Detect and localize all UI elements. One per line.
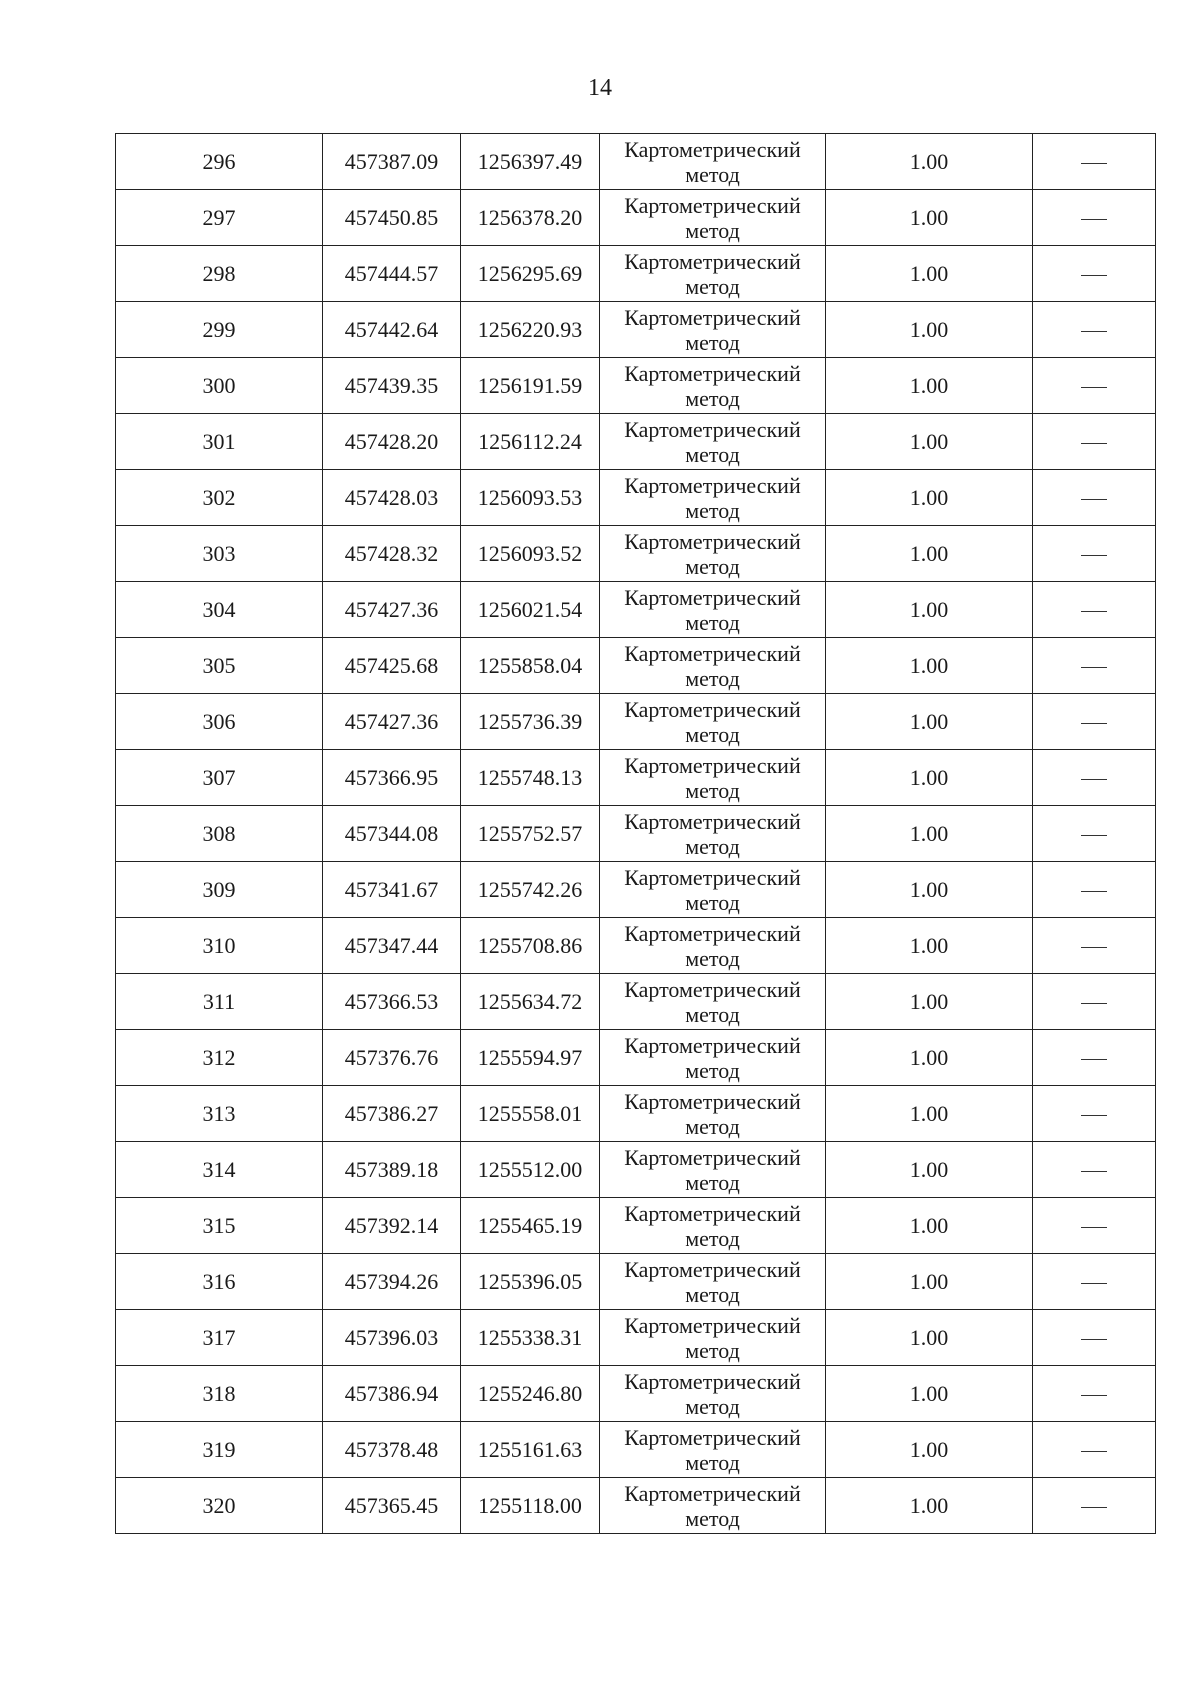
y-coordinate-cell: 1256093.53 — [461, 470, 600, 526]
description-cell — [1033, 1254, 1156, 1310]
method-line-1: Картометрический — [624, 976, 801, 1002]
method-line-1: Картометрический — [624, 752, 801, 778]
y-coordinate-cell: 1255742.26 — [461, 862, 600, 918]
table-row — [116, 974, 1156, 1030]
method-line-2: метод — [685, 1281, 740, 1307]
point-number-cell: 303 — [116, 526, 323, 582]
method-cell — [600, 414, 826, 470]
description-cell — [1033, 974, 1156, 1030]
method-line-1: Картометрический — [624, 528, 801, 554]
x-coordinate-cell: 457394.26 — [323, 1254, 461, 1310]
x-coordinate-cell: 457378.48 — [323, 1422, 461, 1478]
description-cell — [1033, 470, 1156, 526]
table-row — [116, 582, 1156, 638]
method-line-1: Картометрический — [624, 1480, 801, 1506]
point-number-cell: 297 — [116, 190, 323, 246]
method-line-1: Картометрический — [624, 920, 801, 946]
x-coordinate-cell: 457442.64 — [323, 302, 461, 358]
table-row — [116, 1030, 1156, 1086]
table-row — [116, 190, 1156, 246]
description-cell — [1033, 750, 1156, 806]
method-line-2: метод — [685, 777, 740, 803]
dash-symbol — [1081, 1451, 1107, 1452]
description-cell — [1033, 358, 1156, 414]
description-cell — [1033, 862, 1156, 918]
description-cell — [1033, 582, 1156, 638]
method-line-2: метод — [685, 833, 740, 859]
method-line-1: Картометрический — [624, 360, 801, 386]
point-number-cell: 311 — [116, 974, 323, 1030]
dash-symbol — [1081, 1171, 1107, 1172]
table-row — [116, 638, 1156, 694]
point-number-cell: 316 — [116, 1254, 323, 1310]
dash-symbol — [1081, 1003, 1107, 1004]
method-cell — [600, 302, 826, 358]
table-row — [116, 750, 1156, 806]
point-number-cell: 315 — [116, 1198, 323, 1254]
accuracy-cell: 1.00 — [826, 694, 1033, 750]
method-line-1: Картометрический — [624, 416, 801, 442]
description-cell — [1033, 638, 1156, 694]
x-coordinate-cell: 457386.94 — [323, 1366, 461, 1422]
dash-symbol — [1081, 667, 1107, 668]
table-row — [116, 1254, 1156, 1310]
description-cell — [1033, 1030, 1156, 1086]
method-line-1: Картометрический — [624, 808, 801, 834]
dash-symbol — [1081, 499, 1107, 500]
method-cell — [600, 974, 826, 1030]
accuracy-cell: 1.00 — [826, 1030, 1033, 1086]
x-coordinate-cell: 457386.27 — [323, 1086, 461, 1142]
method-cell — [600, 582, 826, 638]
method-cell — [600, 134, 826, 190]
description-cell — [1033, 1478, 1156, 1534]
accuracy-cell: 1.00 — [826, 414, 1033, 470]
y-coordinate-cell: 1255246.80 — [461, 1366, 600, 1422]
method-cell — [600, 1030, 826, 1086]
table-row — [116, 134, 1156, 190]
method-line-1: Картометрический — [624, 584, 801, 610]
method-line-1: Картометрический — [624, 1032, 801, 1058]
x-coordinate-cell: 457387.09 — [323, 134, 461, 190]
y-coordinate-cell: 1256093.52 — [461, 526, 600, 582]
accuracy-cell: 1.00 — [826, 1478, 1033, 1534]
y-coordinate-cell: 1255118.00 — [461, 1478, 600, 1534]
accuracy-cell: 1.00 — [826, 470, 1033, 526]
accuracy-cell: 1.00 — [826, 638, 1033, 694]
description-cell — [1033, 1366, 1156, 1422]
table-row — [116, 862, 1156, 918]
method-cell — [600, 1478, 826, 1534]
point-number-cell: 296 — [116, 134, 323, 190]
dash-symbol — [1081, 219, 1107, 220]
accuracy-cell: 1.00 — [826, 1422, 1033, 1478]
dash-symbol — [1081, 891, 1107, 892]
method-cell — [600, 694, 826, 750]
accuracy-cell: 1.00 — [826, 862, 1033, 918]
method-line-1: Картометрический — [624, 1368, 801, 1394]
method-line-1: Картометрический — [624, 864, 801, 890]
point-number-cell: 309 — [116, 862, 323, 918]
y-coordinate-cell: 1255161.63 — [461, 1422, 600, 1478]
table-row — [116, 1198, 1156, 1254]
table-row — [116, 246, 1156, 302]
accuracy-cell: 1.00 — [826, 918, 1033, 974]
method-line-1: Картометрический — [624, 1424, 801, 1450]
method-line-2: метод — [685, 441, 740, 467]
method-line-2: метод — [685, 273, 740, 299]
dash-symbol — [1081, 611, 1107, 612]
method-cell — [600, 806, 826, 862]
method-line-1: Картометрический — [624, 1312, 801, 1338]
y-coordinate-cell: 1255634.72 — [461, 974, 600, 1030]
method-line-2: метод — [685, 609, 740, 635]
method-cell — [600, 638, 826, 694]
method-cell — [600, 1254, 826, 1310]
y-coordinate-cell: 1255396.05 — [461, 1254, 600, 1310]
method-line-2: метод — [685, 889, 740, 915]
dash-symbol — [1081, 1227, 1107, 1228]
point-number-cell: 308 — [116, 806, 323, 862]
method-line-2: метод — [685, 1169, 740, 1195]
x-coordinate-cell: 457425.68 — [323, 638, 461, 694]
point-number-cell: 298 — [116, 246, 323, 302]
accuracy-cell: 1.00 — [826, 974, 1033, 1030]
x-coordinate-cell: 457341.67 — [323, 862, 461, 918]
method-line-2: метод — [685, 497, 740, 523]
y-coordinate-cell: 1256295.69 — [461, 246, 600, 302]
table-row — [116, 414, 1156, 470]
method-line-2: метод — [685, 1225, 740, 1251]
dash-symbol — [1081, 835, 1107, 836]
accuracy-cell: 1.00 — [826, 302, 1033, 358]
point-number-cell: 306 — [116, 694, 323, 750]
dash-symbol — [1081, 1059, 1107, 1060]
method-cell — [600, 1366, 826, 1422]
x-coordinate-cell: 457427.36 — [323, 582, 461, 638]
method-cell — [600, 862, 826, 918]
point-number-cell: 304 — [116, 582, 323, 638]
accuracy-cell: 1.00 — [826, 582, 1033, 638]
x-coordinate-cell: 457389.18 — [323, 1142, 461, 1198]
table-row — [116, 806, 1156, 862]
y-coordinate-cell: 1255736.39 — [461, 694, 600, 750]
description-cell — [1033, 694, 1156, 750]
method-line-1: Картометрический — [624, 136, 801, 162]
x-coordinate-cell: 457366.53 — [323, 974, 461, 1030]
dash-symbol — [1081, 1507, 1107, 1508]
method-line-1: Картометрический — [624, 472, 801, 498]
x-coordinate-cell: 457344.08 — [323, 806, 461, 862]
x-coordinate-cell: 457439.35 — [323, 358, 461, 414]
description-cell — [1033, 190, 1156, 246]
y-coordinate-cell: 1256378.20 — [461, 190, 600, 246]
method-line-1: Картометрический — [624, 192, 801, 218]
y-coordinate-cell: 1255752.57 — [461, 806, 600, 862]
method-cell — [600, 918, 826, 974]
y-coordinate-cell: 1256191.59 — [461, 358, 600, 414]
method-line-2: метод — [685, 1001, 740, 1027]
point-number-cell: 320 — [116, 1478, 323, 1534]
method-line-2: метод — [685, 1113, 740, 1139]
method-line-1: Картометрический — [624, 1088, 801, 1114]
x-coordinate-cell: 457450.85 — [323, 190, 461, 246]
method-cell — [600, 246, 826, 302]
table-row — [116, 1422, 1156, 1478]
y-coordinate-cell: 1255512.00 — [461, 1142, 600, 1198]
x-coordinate-cell: 457396.03 — [323, 1310, 461, 1366]
description-cell — [1033, 414, 1156, 470]
method-line-2: метод — [685, 329, 740, 355]
y-coordinate-cell: 1256220.93 — [461, 302, 600, 358]
table-row — [116, 1478, 1156, 1534]
method-cell — [600, 1142, 826, 1198]
dash-symbol — [1081, 1395, 1107, 1396]
table-row — [116, 1142, 1156, 1198]
method-cell — [600, 526, 826, 582]
y-coordinate-cell: 1256021.54 — [461, 582, 600, 638]
table-row — [116, 526, 1156, 582]
y-coordinate-cell: 1255708.86 — [461, 918, 600, 974]
method-line-2: метод — [685, 1393, 740, 1419]
description-cell — [1033, 1310, 1156, 1366]
method-line-2: метод — [685, 1505, 740, 1531]
accuracy-cell: 1.00 — [826, 1142, 1033, 1198]
y-coordinate-cell: 1256397.49 — [461, 134, 600, 190]
dash-symbol — [1081, 163, 1107, 164]
coordinates-table — [115, 133, 1156, 1534]
accuracy-cell: 1.00 — [826, 1310, 1033, 1366]
y-coordinate-cell: 1255338.31 — [461, 1310, 600, 1366]
accuracy-cell: 1.00 — [826, 1254, 1033, 1310]
description-cell — [1033, 1422, 1156, 1478]
point-number-cell: 305 — [116, 638, 323, 694]
y-coordinate-cell: 1255465.19 — [461, 1198, 600, 1254]
y-coordinate-cell: 1256112.24 — [461, 414, 600, 470]
description-cell — [1033, 302, 1156, 358]
description-cell — [1033, 1142, 1156, 1198]
y-coordinate-cell: 1255594.97 — [461, 1030, 600, 1086]
method-cell — [600, 358, 826, 414]
point-number-cell: 299 — [116, 302, 323, 358]
table-row — [116, 1366, 1156, 1422]
description-cell — [1033, 918, 1156, 974]
method-line-2: метод — [685, 385, 740, 411]
table-row — [116, 694, 1156, 750]
method-line-1: Картометрический — [624, 696, 801, 722]
method-cell — [600, 1310, 826, 1366]
point-number-cell: 307 — [116, 750, 323, 806]
accuracy-cell: 1.00 — [826, 358, 1033, 414]
page-number: 14 — [588, 75, 612, 101]
dash-symbol — [1081, 947, 1107, 948]
method-line-2: метод — [685, 217, 740, 243]
method-cell — [600, 190, 826, 246]
accuracy-cell: 1.00 — [826, 750, 1033, 806]
x-coordinate-cell: 457347.44 — [323, 918, 461, 974]
method-cell — [600, 1422, 826, 1478]
x-coordinate-cell: 457444.57 — [323, 246, 461, 302]
dash-symbol — [1081, 331, 1107, 332]
x-coordinate-cell: 457392.14 — [323, 1198, 461, 1254]
method-line-1: Картометрический — [624, 1200, 801, 1226]
accuracy-cell: 1.00 — [826, 246, 1033, 302]
dash-symbol — [1081, 779, 1107, 780]
description-cell — [1033, 1198, 1156, 1254]
description-cell — [1033, 246, 1156, 302]
y-coordinate-cell: 1255858.04 — [461, 638, 600, 694]
table-row — [116, 918, 1156, 974]
table-row — [116, 1086, 1156, 1142]
y-coordinate-cell: 1255558.01 — [461, 1086, 600, 1142]
accuracy-cell: 1.00 — [826, 1198, 1033, 1254]
point-number-cell: 317 — [116, 1310, 323, 1366]
x-coordinate-cell: 457427.36 — [323, 694, 461, 750]
y-coordinate-cell: 1255748.13 — [461, 750, 600, 806]
table-row — [116, 1310, 1156, 1366]
dash-symbol — [1081, 1115, 1107, 1116]
description-cell — [1033, 806, 1156, 862]
table-row — [116, 358, 1156, 414]
accuracy-cell: 1.00 — [826, 526, 1033, 582]
dash-symbol — [1081, 443, 1107, 444]
accuracy-cell: 1.00 — [826, 1086, 1033, 1142]
dash-symbol — [1081, 1339, 1107, 1340]
x-coordinate-cell: 457428.20 — [323, 414, 461, 470]
method-line-1: Картометрический — [624, 1256, 801, 1282]
coordinates-table-body — [116, 134, 1156, 1534]
dash-symbol — [1081, 723, 1107, 724]
dash-symbol — [1081, 555, 1107, 556]
table-row — [116, 470, 1156, 526]
x-coordinate-cell: 457376.76 — [323, 1030, 461, 1086]
point-number-cell: 313 — [116, 1086, 323, 1142]
method-cell — [600, 470, 826, 526]
accuracy-cell: 1.00 — [826, 134, 1033, 190]
dash-symbol — [1081, 387, 1107, 388]
method-line-1: Картометрический — [624, 640, 801, 666]
method-cell — [600, 1198, 826, 1254]
point-number-cell: 310 — [116, 918, 323, 974]
point-number-cell: 301 — [116, 414, 323, 470]
method-line-1: Картометрический — [624, 248, 801, 274]
method-line-2: метод — [685, 1337, 740, 1363]
method-line-2: метод — [685, 945, 740, 971]
point-number-cell: 312 — [116, 1030, 323, 1086]
description-cell — [1033, 134, 1156, 190]
method-line-2: метод — [685, 1057, 740, 1083]
method-line-2: метод — [685, 553, 740, 579]
method-line-2: метод — [685, 1449, 740, 1475]
accuracy-cell: 1.00 — [826, 1366, 1033, 1422]
method-cell — [600, 1086, 826, 1142]
method-cell — [600, 750, 826, 806]
accuracy-cell: 1.00 — [826, 806, 1033, 862]
method-line-2: метод — [685, 161, 740, 187]
method-line-2: метод — [685, 665, 740, 691]
dash-symbol — [1081, 275, 1107, 276]
x-coordinate-cell: 457365.45 — [323, 1478, 461, 1534]
x-coordinate-cell: 457428.03 — [323, 470, 461, 526]
point-number-cell: 302 — [116, 470, 323, 526]
point-number-cell: 318 — [116, 1366, 323, 1422]
dash-symbol — [1081, 1283, 1107, 1284]
method-line-2: метод — [685, 721, 740, 747]
table-row — [116, 302, 1156, 358]
accuracy-cell: 1.00 — [826, 190, 1033, 246]
description-cell — [1033, 526, 1156, 582]
method-line-1: Картометрический — [624, 1144, 801, 1170]
x-coordinate-cell: 457366.95 — [323, 750, 461, 806]
method-line-1: Картометрический — [624, 304, 801, 330]
point-number-cell: 319 — [116, 1422, 323, 1478]
point-number-cell: 314 — [116, 1142, 323, 1198]
x-coordinate-cell: 457428.32 — [323, 526, 461, 582]
description-cell — [1033, 1086, 1156, 1142]
point-number-cell: 300 — [116, 358, 323, 414]
